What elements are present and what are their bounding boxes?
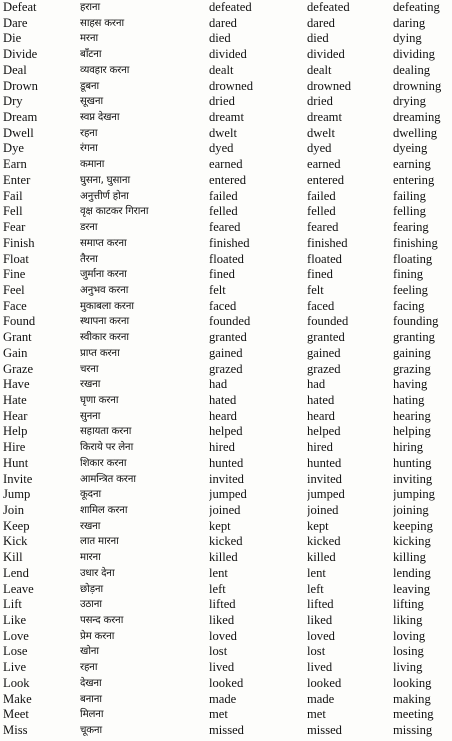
verb-ing-form: hearing [393, 408, 431, 423]
table-row [3, 597, 449, 613]
verb-hindi-meaning: डूबना [80, 80, 99, 92]
verb-ing-form: having [393, 377, 428, 392]
verb-hindi-meaning: चूकना [80, 725, 102, 737]
verb-ing-form: fearing [393, 220, 429, 235]
verb-hindi-meaning: रहना [80, 662, 98, 674]
table-row [3, 141, 449, 157]
verb-past-participle: finished [307, 235, 348, 250]
verb-past-form: earned [209, 157, 243, 172]
verb-past-form: killed [209, 550, 238, 565]
verb-past-participle: faced [307, 298, 335, 313]
verb-ing-form: floating [393, 251, 433, 266]
verb-base-form: Grant [3, 330, 32, 345]
verb-ing-form: liking [393, 613, 423, 628]
verb-past-form: lost [209, 644, 228, 659]
verb-base-form: Fell [3, 204, 23, 219]
verb-hindi-meaning: मरना [80, 33, 98, 45]
verb-ing-form: killing [393, 550, 426, 565]
verb-hindi-meaning: सहायता करना [80, 426, 132, 438]
verb-ing-form: kicking [393, 534, 431, 549]
table-row [3, 283, 449, 299]
verb-base-form: Lose [3, 644, 28, 659]
verb-ing-form: jumping [393, 487, 435, 502]
table-row [3, 330, 449, 346]
verb-ing-form: hating [393, 392, 425, 407]
verb-ing-form: defeating [393, 0, 440, 14]
verb-ing-form: failing [393, 188, 426, 203]
verb-ing-form: facing [393, 298, 425, 313]
verb-hindi-meaning: मुकाबला करना [80, 300, 134, 312]
verb-base-form: Gain [3, 345, 28, 360]
verb-ing-form: dying [393, 31, 422, 46]
verb-hindi-meaning: साहस करना [80, 17, 124, 29]
table-row [3, 220, 449, 236]
table-row [3, 79, 449, 95]
table-row [3, 173, 449, 189]
verb-past-participle: invited [307, 471, 342, 486]
verb-past-form: floated [209, 251, 244, 266]
verb-past-participle: had [307, 377, 326, 392]
verb-past-participle: lent [307, 565, 326, 580]
verb-ing-form: earning [393, 157, 431, 172]
verb-hindi-meaning: खोना [80, 646, 99, 658]
verb-ing-form: grazing [393, 361, 431, 376]
verb-base-form: Dwell [3, 125, 34, 140]
verb-ing-form: looking [393, 675, 432, 690]
verb-past-form: lived [209, 660, 235, 675]
table-row [3, 660, 449, 676]
verb-base-form: Love [3, 628, 29, 643]
verb-ing-form: gaining [393, 345, 431, 360]
verb-hindi-meaning: मारना [80, 552, 101, 564]
verb-hindi-meaning: व्यवहार करना [80, 64, 130, 76]
verb-base-form: Earn [3, 157, 27, 172]
verb-past-participle: felt [307, 282, 324, 297]
verb-ing-form: hiring [393, 440, 424, 455]
verb-past-participle: kept [307, 518, 329, 533]
table-row [3, 346, 449, 362]
verb-ing-form: loving [393, 628, 426, 643]
verb-past-form: faced [209, 298, 237, 313]
verb-base-form: Lift [3, 597, 22, 612]
verb-past-participle: joined [307, 503, 339, 517]
verb-past-participle: lifted [307, 597, 334, 612]
verb-base-form: Keep [3, 518, 30, 533]
verb-base-form: Dye [3, 141, 24, 156]
verb-past-participle: dealt [307, 62, 332, 77]
verb-past-participle: dyed [307, 141, 332, 156]
verb-base-form: Fear [3, 220, 26, 235]
verb-ing-form: granting [393, 330, 435, 345]
table-row [3, 644, 449, 660]
verb-base-form: Live [3, 660, 27, 675]
verb-hindi-meaning: लात मारना [80, 536, 119, 548]
verb-hindi-meaning: रहना [80, 127, 98, 139]
verb-past-participle: divided [307, 47, 345, 62]
verb-hindi-meaning: जुर्माना करना [80, 269, 127, 281]
table-row [3, 487, 449, 503]
verb-base-form: Defeat [3, 0, 37, 14]
verb-base-form: Face [3, 298, 27, 313]
table-row [3, 472, 449, 488]
verb-past-participle: lived [307, 660, 333, 675]
verb-hindi-meaning: रखना [80, 520, 101, 532]
verb-base-form: Miss [3, 723, 28, 738]
verb-hindi-meaning: चरना [80, 363, 99, 375]
verb-hindi-meaning: अनुभव करना [80, 284, 129, 296]
verb-past-form: dealt [209, 62, 234, 77]
verb-hindi-meaning: कमाना [80, 159, 105, 171]
table-row [3, 393, 449, 409]
table-row [3, 629, 449, 645]
verb-past-form: heard [209, 408, 237, 423]
verb-base-form: Divide [3, 47, 38, 62]
table-row [3, 0, 449, 16]
table-row [3, 456, 449, 472]
verb-base-form: Fail [3, 188, 23, 203]
verb-base-form: Enter [3, 172, 31, 187]
verb-ing-form: living [393, 660, 423, 675]
verb-ing-form: daring [393, 15, 426, 30]
verb-past-form: met [209, 707, 228, 722]
verb-ing-form: dyeing [393, 141, 428, 156]
verb-past-participle: feared [307, 220, 339, 235]
verb-past-form: left [209, 581, 226, 596]
verb-past-participle: earned [307, 157, 341, 172]
table-row [3, 204, 449, 220]
verb-ing-form: losing [393, 644, 424, 659]
verb-past-participle: founded [307, 314, 349, 329]
verb-past-form: fined [209, 267, 235, 282]
verb-past-form: finished [209, 235, 250, 250]
verb-past-participle: left [307, 581, 324, 596]
table-row [3, 692, 449, 708]
verb-past-participle: killed [307, 550, 336, 565]
table-row [3, 63, 449, 79]
verb-ing-form: keeping [393, 518, 433, 533]
verb-past-participle: granted [307, 330, 345, 345]
table-row [3, 566, 449, 582]
verb-past-participle: dared [307, 15, 335, 30]
verb-hindi-meaning: रखना [80, 379, 101, 391]
verb-base-form: Deal [3, 62, 27, 77]
verb-past-participle: hired [307, 440, 333, 455]
verb-past-participle: lost [307, 644, 326, 659]
verb-hindi-meaning: सूखना [80, 96, 103, 108]
verb-past-participle: missed [307, 723, 342, 738]
verb-base-form: Drown [3, 78, 38, 93]
table-row [3, 503, 449, 519]
verb-past-form: granted [209, 330, 247, 345]
verb-ing-form: entering [393, 172, 435, 187]
verb-past-form: kept [209, 518, 231, 533]
table-row [3, 377, 449, 393]
verb-base-form: Jump [3, 487, 31, 502]
verb-hindi-meaning: स्थापना करना [80, 316, 129, 328]
verb-past-form: founded [209, 314, 251, 329]
verb-hindi-meaning: देखना [80, 677, 102, 689]
verb-past-participle: kicked [307, 534, 341, 549]
verb-past-form: liked [209, 613, 235, 628]
verb-base-form: Float [3, 251, 29, 266]
verb-ing-form: feeling [393, 282, 428, 297]
verb-base-form: Die [3, 31, 22, 46]
verb-hindi-meaning: बनाना [80, 693, 102, 705]
verb-base-form: Dry [3, 94, 23, 109]
verb-base-form: Leave [3, 581, 34, 596]
table-row [3, 252, 449, 268]
verb-hindi-meaning: डरना [80, 222, 98, 234]
verb-past-participle: felled [307, 204, 336, 219]
verb-base-form: Fine [3, 267, 26, 282]
verb-past-participle: dreamt [307, 110, 342, 125]
verb-past-form: grazed [209, 361, 243, 376]
verb-past-participle: grazed [307, 361, 341, 376]
verb-base-form: Kill [3, 550, 23, 565]
table-row [3, 424, 449, 440]
verb-base-form: Make [3, 691, 32, 706]
verb-past-participle: helped [307, 424, 341, 439]
verb-ing-form: joining [393, 503, 429, 517]
verb-ing-form: fining [393, 267, 424, 282]
verb-hindi-meaning: समाप्त करना [80, 237, 127, 249]
verb-ing-form: meeting [393, 707, 434, 722]
verb-past-participle: liked [307, 613, 333, 628]
verb-base-form: Dream [3, 110, 38, 125]
verb-base-form: Hunt [3, 455, 29, 470]
verb-base-form: Hear [3, 408, 28, 423]
verb-hindi-meaning: उठाना [80, 599, 102, 611]
verb-base-form: Join [3, 503, 24, 517]
verb-hindi-meaning: प्राप्त करना [80, 347, 120, 359]
verb-past-participle: died [307, 31, 329, 46]
verb-past-form: hated [209, 392, 237, 407]
table-row [3, 110, 449, 126]
verb-past-participle: entered [307, 172, 345, 187]
verb-base-form: Meet [3, 707, 29, 722]
verb-ing-form: felling [393, 204, 426, 219]
verb-ing-form: leaving [393, 581, 431, 596]
verb-ing-form: dwelling [393, 125, 438, 140]
table-row [3, 613, 449, 629]
verb-hindi-meaning: वृक्ष काटकर गिराना [80, 206, 149, 218]
verb-past-form: hunted [209, 455, 244, 470]
verb-hindi-meaning: घुसना, घुसाना [80, 174, 130, 186]
verb-past-form: died [209, 31, 231, 46]
verb-base-form: Look [3, 675, 30, 690]
verb-hindi-meaning: उधार देना [80, 567, 115, 579]
verb-hindi-meaning: आमन्त्रित करना [80, 473, 136, 485]
verb-hindi-meaning: शामिल करना [80, 505, 128, 516]
verb-past-form: drowned [209, 78, 254, 93]
verb-base-form: Lend [3, 565, 29, 580]
verb-past-participle: fined [307, 267, 333, 282]
verb-hindi-meaning: घृणा करना [80, 394, 119, 406]
verb-past-participle: met [307, 707, 326, 722]
verb-hindi-meaning: हराना [80, 2, 100, 13]
verb-base-form: Invite [3, 471, 33, 486]
verb-past-participle: hated [307, 392, 335, 407]
verb-past-form: failed [209, 188, 238, 203]
table-row [3, 550, 449, 566]
verb-ing-form: dreaming [393, 110, 441, 125]
verb-ing-form: finishing [393, 235, 438, 250]
verb-ing-form: missing [393, 723, 433, 738]
verb-past-participle: defeated [307, 0, 350, 14]
table-row [3, 582, 449, 598]
verb-past-form: joined [209, 503, 241, 517]
verb-past-form: feared [209, 220, 241, 235]
verb-past-form: felt [209, 282, 226, 297]
verb-ing-form: helping [393, 424, 431, 439]
verb-past-form: dreamt [209, 110, 244, 125]
verb-hindi-meaning: मिलना [80, 709, 104, 721]
verb-ing-form: lifting [393, 597, 424, 612]
verb-past-participle: gained [307, 345, 341, 360]
verb-past-form: loved [209, 628, 237, 643]
verb-ing-form: drying [393, 94, 426, 109]
table-row [3, 94, 449, 110]
verb-past-participle: dried [307, 94, 333, 109]
verb-hindi-meaning: कूदना [80, 489, 101, 501]
verb-past-form: lifted [209, 597, 236, 612]
verb-past-form: invited [209, 471, 244, 486]
verb-hindi-meaning: शिकार करना [80, 457, 127, 469]
table-row [3, 189, 449, 205]
verb-hindi-meaning: रंगना [80, 143, 98, 155]
verb-past-participle: jumped [307, 487, 345, 502]
verb-hindi-meaning: स्वप्न देखना [80, 112, 120, 124]
verb-past-form: defeated [209, 0, 252, 14]
verb-hindi-meaning: किराये पर लेना [80, 442, 134, 454]
table-row [3, 31, 449, 47]
verb-past-form: dyed [209, 141, 234, 156]
verb-hindi-meaning: तैरना [80, 253, 98, 265]
table-row [3, 314, 449, 330]
verb-past-participle: looked [307, 675, 342, 690]
verb-past-participle: dwelt [307, 125, 335, 140]
table-row [3, 157, 449, 173]
verb-base-form: Dare [3, 15, 28, 30]
table-row [3, 16, 449, 32]
verb-ing-form: making [393, 691, 431, 706]
verb-past-form: hired [209, 440, 235, 455]
verb-past-participle: made [307, 691, 335, 706]
verb-past-form: missed [209, 723, 244, 738]
verb-base-form: Hate [3, 392, 27, 407]
verb-hindi-meaning: पसन्द करना [80, 615, 124, 627]
verb-hindi-meaning: अनुत्तीर्ण होना [80, 190, 129, 202]
table-row [3, 299, 449, 315]
table-row [3, 267, 449, 283]
verb-past-form: dwelt [209, 125, 237, 140]
verb-base-form: Finish [3, 235, 35, 250]
verb-base-form: Have [3, 377, 30, 392]
table-row [3, 519, 449, 535]
verb-past-participle: failed [307, 188, 336, 203]
verb-base-form: Feel [3, 282, 25, 297]
verb-past-form: had [209, 377, 228, 392]
verb-past-participle: heard [307, 408, 335, 423]
table-row [3, 236, 449, 252]
table-row [3, 676, 449, 692]
verb-past-form: kicked [209, 534, 243, 549]
verb-past-participle: floated [307, 251, 342, 266]
verb-base-form: Found [3, 314, 36, 329]
verb-base-form: Kick [3, 534, 28, 549]
verb-past-form: gained [209, 345, 243, 360]
verb-table-body [3, 0, 449, 739]
verb-ing-form: drowning [393, 78, 442, 93]
verb-hindi-meaning: प्रेम करना [80, 630, 115, 642]
table-row [3, 707, 449, 723]
table-row [3, 47, 449, 63]
verb-past-participle: loved [307, 628, 335, 643]
verb-past-form: dared [209, 15, 237, 30]
verb-past-form: divided [209, 47, 247, 62]
table-row [3, 534, 449, 550]
verb-ing-form: dividing [393, 47, 435, 62]
table-row [3, 723, 449, 739]
verb-past-form: made [209, 691, 237, 706]
verb-hindi-meaning: स्वीकार करना [80, 332, 129, 344]
table-row [3, 440, 449, 456]
verb-ing-form: hunting [393, 455, 432, 470]
verb-past-form: felled [209, 204, 238, 219]
verb-base-form: Like [3, 613, 27, 628]
table-row [3, 362, 449, 378]
verb-past-form: entered [209, 172, 247, 187]
table-row [3, 126, 449, 142]
verb-past-form: dried [209, 94, 235, 109]
table-row [3, 409, 449, 425]
verb-ing-form: inviting [393, 471, 433, 486]
verb-past-participle: drowned [307, 78, 352, 93]
verb-past-form: lent [209, 565, 228, 580]
verb-past-form: looked [209, 675, 244, 690]
verb-ing-form: dealing [393, 62, 431, 77]
verb-ing-form: founding [393, 314, 439, 329]
verb-hindi-meaning: छोड़ना [80, 583, 103, 595]
verb-past-form: helped [209, 424, 243, 439]
verb-hindi-meaning: सुनना [80, 410, 101, 422]
verb-base-form: Hire [3, 440, 26, 455]
verb-ing-form: lending [393, 565, 431, 580]
verb-forms-table [3, 0, 449, 739]
verb-past-participle: hunted [307, 455, 342, 470]
verb-base-form: Help [3, 424, 28, 439]
verb-hindi-meaning: बाँटना [80, 49, 102, 61]
verb-past-form: jumped [209, 487, 247, 502]
verb-base-form: Graze [3, 361, 34, 376]
